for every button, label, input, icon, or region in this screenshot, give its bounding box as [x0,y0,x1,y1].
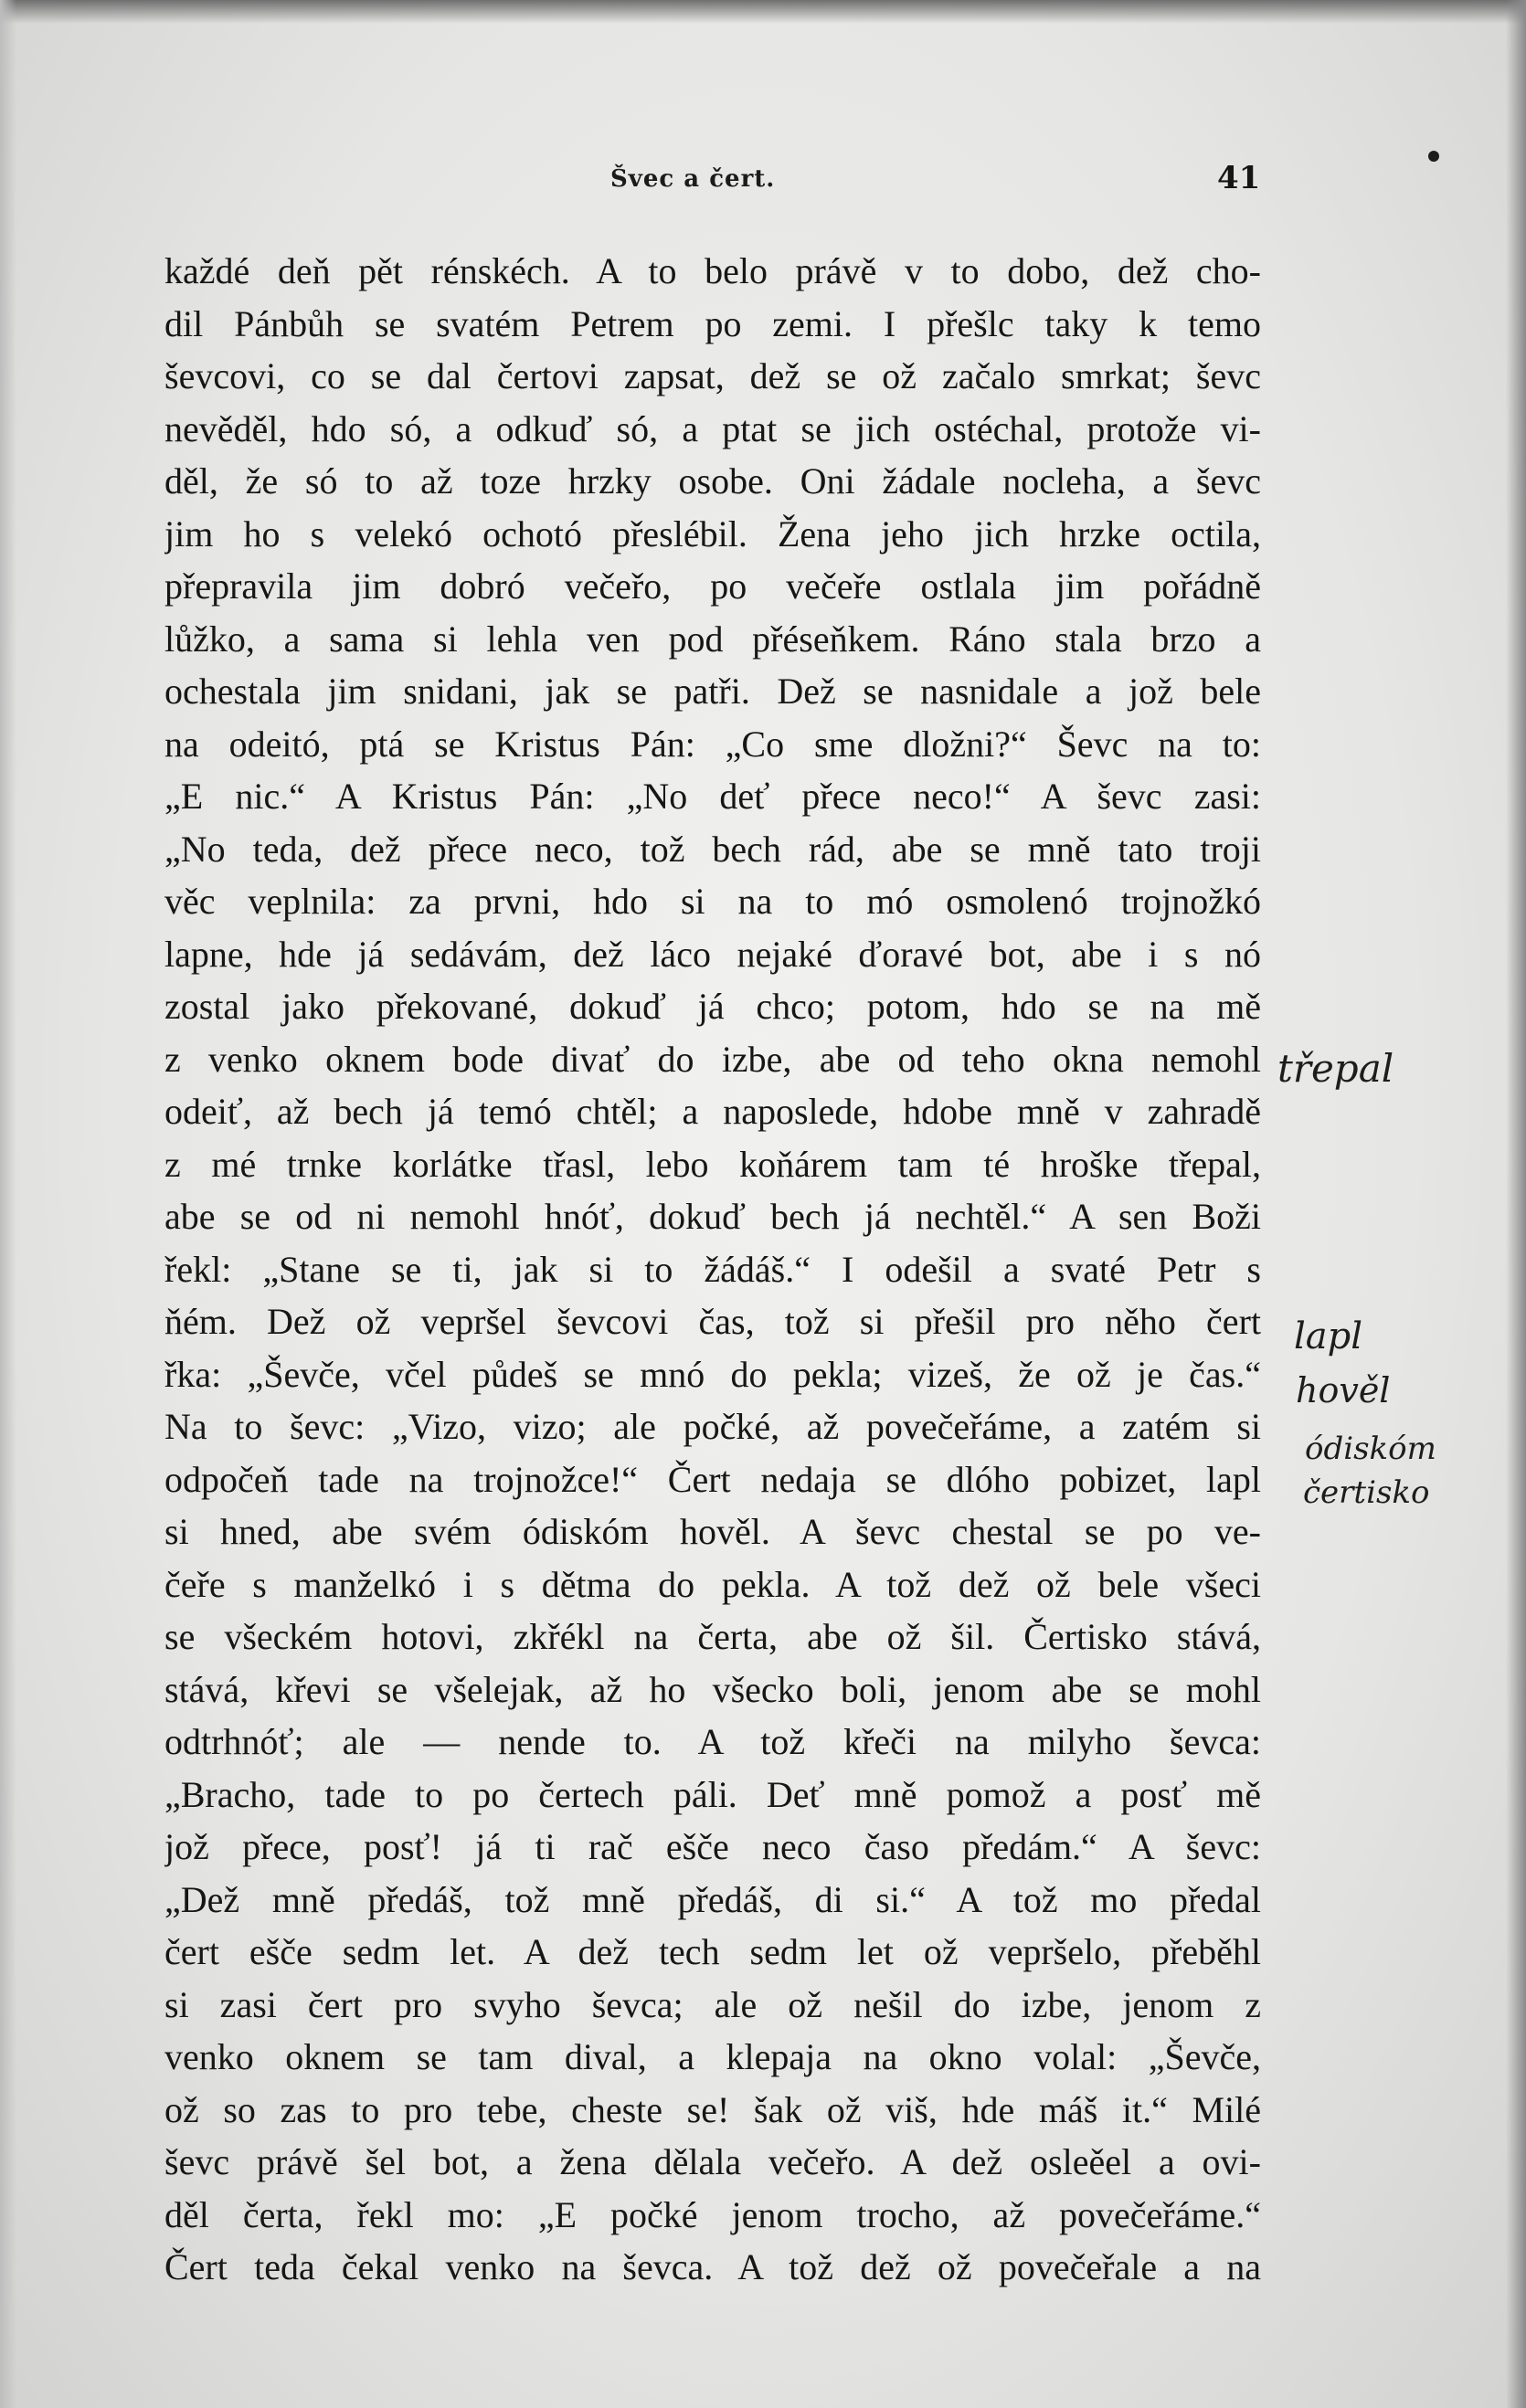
text-line: „Bracho, tade to po čertech páli. Deť mně pomož a posť mě [164,1773,1261,1815]
margin-note: lapl [1294,1315,1363,1357]
margin-note: ódiskóm [1305,1431,1436,1467]
text-line: abe se od ni nemohl hnóť, dokuď bech já nechtěl.“ A sen Boži [164,1196,1261,1237]
text-line: Čert teda čekal venko na ševca. A tož dež ož povečeřale a na [164,2246,1261,2287]
left-scan-shadow [0,0,16,2408]
margin-note: třepal [1277,1046,1394,1091]
text-line: si zasi čert pro svyho ševca; ale ož nešil do izbe, jenom z [164,1983,1261,2025]
text-line: řka: „Ševče, včel půdeš se mnó do pekla; vizeš, že ož je čas.“ [164,1353,1261,1395]
text-line: „No teda, dež přece neco, tož bech rád, abe se mně tato troji [164,828,1261,870]
text-line: si hned, abe svém ódiskóm hověl. A ševc chestal se po ve- [164,1511,1261,1552]
text-line: odpočeň tade na trojnožce!“ Čert nedaja se dlóho pobizet, lapl [164,1458,1261,1500]
body-text [164,245,1261,2294]
text-line: nevěděl, hdo só, a odkuď só, a ptat se jich ostéchal, protože vi- [164,407,1261,449]
text-line: každé deň pět rénskéch. A to belo právě v to dobo, dež cho- [164,250,1261,291]
text-line: zostal jako překované, dokuď já chco; potom, hdo se na mě [164,986,1261,1027]
page-header [164,160,1261,215]
text-line: přepravila jim dobró večeřo, po večeře ostlala jim pořádně [164,565,1261,607]
text-line: jož přece, posť! já ti rač ešče neco časo předám.“ A ševc: [164,1826,1261,1867]
text-line: ševcovi, co se dal čertovi zapsat, dež se ož začalo smrkat; ševc [164,355,1261,396]
text-line: lapne, hde já sedávám, dež láco nejaké ďoravé bot, abe i s nó [164,933,1261,975]
text-line: děl čerta, řekl mo: „E počké jenom trocho, až povečeřáme.“ [164,2193,1261,2235]
text-line: ňém. Dež ož vepršel ševcovi čas, tož si přešil pro něho čert [164,1301,1261,1342]
text-line: z venko oknem bode divať do izbe, abe od teho okna nemohl [164,1038,1261,1080]
text-line: lůžko, a sama si lehla ven pod přéseňkem. Ráno stala brzo a [164,618,1261,660]
margin-notes [1277,0,1515,2408]
text-line: věc veplnila: za prvni, hdo si na to mó osmolenó trojnožkó [164,881,1261,922]
text-line: jim ho s velekó ochotó přeslébil. Žena jeho jich hrzke octila, [164,512,1261,554]
text-line: ševc právě šel bot, a žena dělala večeřo. A dež osleěel a ovi- [164,2141,1261,2182]
text-line: řekl: „Stane se ti, jak si to žádáš.“ I odešil a svaté Petr s [164,1248,1261,1290]
text-line: odeiť, až bech já temó chtěl; a naposlede, hdobe mně v zahradě [164,1091,1261,1132]
margin-note: čertisko [1303,1474,1430,1511]
text-line: čeře s manželkó i s dětma do pekla. A tož dež ož bele všeci [164,1563,1261,1605]
text-line: děl, že só to až toze hrzky osobe. Oni žádale nocleha, a ševc [164,460,1261,502]
page-number: 41 [1217,160,1261,196]
text-line: z mé trnke korlátke třasl, lebo koňárem tam té hroške třepal, [164,1143,1261,1185]
text-line: odtrhnóť; ale — nende to. A tož křeči na milyho ševca: [164,1721,1261,1762]
text-line: ochestala jim snidani, jak se patři. Dež se nasnidale a jož bele [164,671,1261,712]
running-head: Švec a čert. [610,165,776,193]
text-line: čert ešče sedm let. A dež tech sedm let ož vepršelo, přeběhl [164,1931,1261,1972]
text-line: Na to ševc: „Vizo, vizo; ale počké, až povečeřáme, a zatém si [164,1406,1261,1447]
margin-note: hověl [1296,1370,1391,1410]
text-line: na odeitó, ptá se Kristus Pán: „Co sme dložni?“ Ševc na to: [164,723,1261,765]
text-line: stává, křevi se všelejak, až ho všecko boli, jenom abe se mohl [164,1668,1261,1710]
text-line: „Dež mně předáš, tož mně předáš, di si.“ A tož mo předal [164,1878,1261,1920]
text-line: venko oknem se tam dival, a klepaja na okno volal: „Ševče, [164,2036,1261,2077]
text-line: dil Pánbůh se svatém Petrem po zemi. I přešlc taky k temo [164,302,1261,344]
text-line: „E nic.“ A Kristus Pán: „No deť přece neco!“ A ševc zasi: [164,776,1261,817]
text-line: se všeckém hotovi, zkřékl na čerta, abe ož šil. Čertisko stává, [164,1616,1261,1657]
text-line: ož so zas to pro tebe, cheste se! šak ož viš, hde máš it.“ Milé [164,2088,1261,2130]
